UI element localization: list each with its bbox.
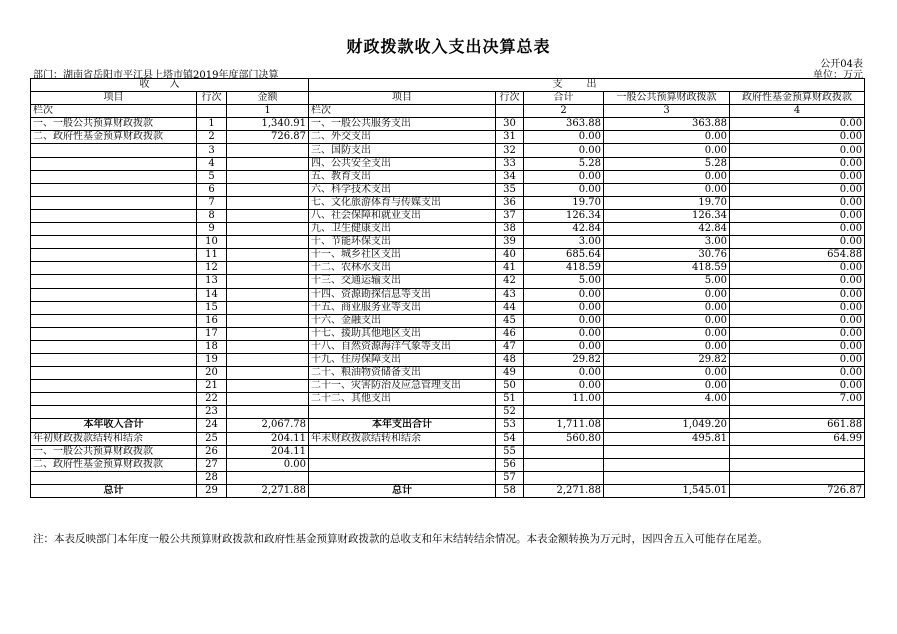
expense-total-cell: 0.00 — [524, 170, 604, 183]
table-row — [31, 223, 865, 236]
income-item-cell — [31, 170, 197, 183]
expense-item-cell: 十五、商业服务业等支出 — [309, 301, 496, 314]
income-row-no-cell: 29 — [197, 484, 227, 497]
expense-general-cell: 0.00 — [604, 340, 730, 353]
expense-item-cell: 七、文化旅游体育与传媒支出 — [309, 196, 496, 209]
income-amount-cell — [227, 183, 309, 196]
expense-item-cell: 八、社会保障和就业支出 — [309, 209, 496, 222]
expense-total-cell: 19.70 — [524, 196, 604, 209]
expense-general-cell: 418.59 — [604, 262, 730, 275]
expense-fund-cell — [730, 445, 865, 458]
table-row — [31, 406, 865, 419]
expense-general-cell: 495.81 — [604, 432, 730, 445]
expense-row-no-cell: 51 — [496, 393, 524, 406]
income-item-cell: 年初财政拨款结转和结余 — [31, 432, 197, 445]
expense-row-no-cell: 55 — [496, 445, 524, 458]
table-row — [31, 458, 865, 471]
expense-row-no-cell: 45 — [496, 314, 524, 327]
income-row-no-cell: 15 — [197, 301, 227, 314]
expense-row-no-cell: 52 — [496, 406, 524, 419]
expense-item-cell: 十四、资源勘探信息等支出 — [309, 288, 496, 301]
income-row-no-cell: 13 — [197, 275, 227, 288]
table-row — [31, 249, 865, 262]
expense-total-cell — [524, 445, 604, 458]
expense-fund-cell: 0.00 — [730, 288, 865, 301]
expense-item-cell: 总计 — [309, 484, 496, 497]
expense-general-cell: 0.00 — [604, 380, 730, 393]
expense-row-no-cell: 37 — [496, 209, 524, 222]
income-item-cell: 一、一般公共预算财政拨款 — [31, 118, 197, 131]
expense-item-cell: 本年支出合计 — [309, 419, 496, 432]
table-row — [31, 118, 865, 131]
expense-fund-cell — [730, 471, 865, 484]
expense-general-cell — [604, 445, 730, 458]
income-item-cell — [31, 144, 197, 157]
budget-summary-table — [30, 78, 865, 498]
income-section-header: 收入 — [31, 79, 309, 92]
expense-item-cell: 二十一、灾害防治及应急管理支出 — [309, 380, 496, 393]
expense-total-cell: 29.82 — [524, 353, 604, 366]
table-row — [31, 353, 865, 366]
income-item-cell — [31, 406, 197, 419]
expense-general-cell: 0.00 — [604, 301, 730, 314]
income-row-no-cell: 22 — [197, 393, 227, 406]
expense-item-cell: 一、一般公共服务支出 — [309, 118, 496, 131]
income-amount-cell — [227, 288, 309, 301]
expense-item-cell: 十九、住房保障支出 — [309, 353, 496, 366]
income-item-cell — [31, 262, 197, 275]
income-amount-cell: 726.87 — [227, 131, 309, 144]
income-item-cell — [31, 301, 197, 314]
expense-row-no-cell: 56 — [496, 458, 524, 471]
expense-total-cell: 685.64 — [524, 249, 604, 262]
income-amount-cell — [227, 236, 309, 249]
expense-item-cell: 二十、粮油物资储备支出 — [309, 367, 496, 380]
income-item-cell — [31, 183, 197, 196]
expense-row-no-cell: 34 — [496, 170, 524, 183]
income-col-label: 栏次 — [31, 105, 197, 118]
income-row-no-cell: 20 — [197, 367, 227, 380]
expense-fund-cell: 0.00 — [730, 183, 865, 196]
table-row — [31, 340, 865, 353]
fund-budget-header: 政府性基金预算财政拨款 — [730, 92, 865, 105]
income-row-no-cell: 10 — [197, 236, 227, 249]
income-item-cell — [31, 340, 197, 353]
income-row-no-cell: 2 — [197, 131, 227, 144]
expense-fund-cell — [730, 406, 865, 419]
expense-general-cell: 0.00 — [604, 183, 730, 196]
income-row-no-cell: 16 — [197, 314, 227, 327]
expense-general-cell: 126.34 — [604, 209, 730, 222]
income-item-cell — [31, 288, 197, 301]
table-row — [31, 301, 865, 314]
expense-total-cell: 0.00 — [524, 314, 604, 327]
income-amount-cell — [227, 380, 309, 393]
expense-item-cell: 十八、自然资源海洋气象等支出 — [309, 340, 496, 353]
income-item-cell: 一、一般公共预算财政拨款 — [31, 445, 197, 458]
page-title: 财政拨款收入支出决算总表 — [346, 37, 551, 56]
expense-total-cell: 0.00 — [524, 340, 604, 353]
total-header: 合计 — [524, 92, 604, 105]
expense-total-cell: 0.00 — [524, 288, 604, 301]
expense-fund-cell: 726.87 — [730, 484, 865, 497]
income-amount-cell — [227, 314, 309, 327]
expense-item-cell: 四、公共安全支出 — [309, 157, 496, 170]
table-row — [31, 367, 865, 380]
expense-row-no-cell: 38 — [496, 223, 524, 236]
table-row — [31, 393, 865, 406]
expense-total-cell: 42.84 — [524, 223, 604, 236]
income-item-header: 项目 — [31, 92, 197, 105]
expense-row-no-cell: 36 — [496, 196, 524, 209]
expense-general-cell: 1,545.01 — [604, 484, 730, 497]
income-item-cell — [31, 367, 197, 380]
income-item-cell — [31, 249, 197, 262]
expense-total-cell: 0.00 — [524, 327, 604, 340]
income-item-cell — [31, 223, 197, 236]
income-item-cell — [31, 471, 197, 484]
expense-general-cell: 42.84 — [604, 223, 730, 236]
expense-item-header: 项目 — [309, 92, 496, 105]
expense-row-no-cell: 44 — [496, 301, 524, 314]
expense-row-no-cell: 35 — [496, 183, 524, 196]
expense-row-no-cell: 41 — [496, 262, 524, 275]
expense-total-cell — [524, 406, 604, 419]
income-item-cell: 本年收入合计 — [31, 419, 197, 432]
expense-general-cell: 30.76 — [604, 249, 730, 262]
expense-row-no-cell: 43 — [496, 288, 524, 301]
income-amount-cell — [227, 301, 309, 314]
income-row-no-cell: 26 — [197, 445, 227, 458]
expense-fund-cell: 0.00 — [730, 209, 865, 222]
expense-total-cell — [524, 471, 604, 484]
grand-total-row — [31, 484, 865, 497]
income-item-cell — [31, 209, 197, 222]
expense-fund-cell: 64.99 — [730, 432, 865, 445]
expense-general-cell: 3.00 — [604, 236, 730, 249]
expense-general-cell: 5.28 — [604, 157, 730, 170]
expense-general-cell: 1,049.20 — [604, 419, 730, 432]
expense-section-header: 支出 — [309, 79, 865, 92]
total-col-index: 2 — [524, 105, 604, 118]
expense-item-cell: 十二、农林水支出 — [309, 262, 496, 275]
income-item-cell — [31, 275, 197, 288]
expense-total-cell: 560.80 — [524, 432, 604, 445]
expense-row-no-cell: 42 — [496, 275, 524, 288]
income-amount-cell — [227, 196, 309, 209]
income-row-no-cell: 14 — [197, 288, 227, 301]
income-item-cell — [31, 196, 197, 209]
expense-row-no-cell: 50 — [496, 380, 524, 393]
expense-total-cell: 5.00 — [524, 275, 604, 288]
annual-total-row — [31, 419, 865, 432]
expense-fund-cell: 0.00 — [730, 367, 865, 380]
table-row — [31, 380, 865, 393]
expense-total-cell — [524, 458, 604, 471]
income-col-empty — [197, 105, 227, 118]
income-amount-cell: 204.11 — [227, 432, 309, 445]
expense-item-cell: 十七、援助其他地区支出 — [309, 327, 496, 340]
expense-item-cell: 六、科学技术支出 — [309, 183, 496, 196]
expense-total-cell: 0.00 — [524, 131, 604, 144]
expense-row-no-cell: 47 — [496, 340, 524, 353]
expense-general-cell: 19.70 — [604, 196, 730, 209]
expense-general-cell: 0.00 — [604, 314, 730, 327]
expense-general-cell — [604, 458, 730, 471]
expense-fund-cell — [730, 458, 865, 471]
table-row — [31, 236, 865, 249]
income-item-cell — [31, 380, 197, 393]
expense-total-cell: 3.00 — [524, 236, 604, 249]
income-row-no-cell: 28 — [197, 471, 227, 484]
table-row — [31, 170, 865, 183]
general-budget-header: 一般公共预算财政拨款 — [604, 92, 730, 105]
table-row — [31, 183, 865, 196]
expense-fund-cell: 0.00 — [730, 262, 865, 275]
expense-total-cell: 0.00 — [524, 144, 604, 157]
column-index-row — [31, 105, 865, 118]
expense-general-cell — [604, 406, 730, 419]
expense-item-cell: 十一、城乡社区支出 — [309, 249, 496, 262]
income-item-cell — [31, 157, 197, 170]
expense-fund-cell: 0.00 — [730, 301, 865, 314]
table-row — [31, 314, 865, 327]
expense-item-cell: 二、外交支出 — [309, 131, 496, 144]
income-amount-cell: 204.11 — [227, 445, 309, 458]
expense-row-no-cell: 33 — [496, 157, 524, 170]
expense-item-cell: 十三、交通运输支出 — [309, 275, 496, 288]
income-row-no-cell: 11 — [197, 249, 227, 262]
expense-item-cell: 十六、金融支出 — [309, 314, 496, 327]
table-row — [31, 131, 865, 144]
expense-general-cell — [604, 471, 730, 484]
expense-total-cell: 0.00 — [524, 367, 604, 380]
expense-item-cell: 二十二、其他支出 — [309, 393, 496, 406]
expense-fund-cell: 0.00 — [730, 275, 865, 288]
expense-general-cell: 0.00 — [604, 131, 730, 144]
income-row-no-cell: 4 — [197, 157, 227, 170]
expense-total-cell: 126.34 — [524, 209, 604, 222]
expense-fund-cell: 0.00 — [730, 157, 865, 170]
income-item-cell: 总计 — [31, 484, 197, 497]
income-row-no-cell: 6 — [197, 183, 227, 196]
income-item-cell — [31, 236, 197, 249]
income-row-no-cell: 25 — [197, 432, 227, 445]
expense-general-cell: 29.82 — [604, 353, 730, 366]
income-amount-cell — [227, 406, 309, 419]
expense-item-cell — [309, 458, 496, 471]
income-amount-cell: 0.00 — [227, 458, 309, 471]
expense-fund-cell: 0.00 — [730, 131, 865, 144]
income-amount-cell — [227, 157, 309, 170]
income-amount-header: 金额 — [227, 92, 309, 105]
form-number: 公开04表 — [820, 59, 863, 70]
income-row-no-cell: 24 — [197, 419, 227, 432]
expense-general-cell: 0.00 — [604, 367, 730, 380]
income-amount-cell — [227, 393, 309, 406]
income-amount-cell — [227, 327, 309, 340]
income-amount-cell — [227, 223, 309, 236]
table-row — [31, 275, 865, 288]
table-row — [31, 445, 865, 458]
expense-general-cell: 0.00 — [604, 144, 730, 157]
income-amount-cell — [227, 170, 309, 183]
expense-item-cell: 五、教育支出 — [309, 170, 496, 183]
footnote: 注：本表反映部门本年度一般公共预算财政拨款和政府性基金预算财政拨款的总收支和年末结转结余情况。本表金额转换为万元时，因四舍五入可能存在尾差。 — [33, 533, 768, 545]
expense-row-no-cell: 40 — [496, 249, 524, 262]
expense-fund-cell: 661.88 — [730, 419, 865, 432]
fund-col-index: 4 — [730, 105, 865, 118]
general-col-index: 3 — [604, 105, 730, 118]
expense-general-cell: 0.00 — [604, 170, 730, 183]
expense-fund-cell: 0.00 — [730, 170, 865, 183]
expense-row-no-header: 行次 — [496, 92, 524, 105]
table-row — [31, 144, 865, 157]
table-row — [31, 262, 865, 275]
income-row-no-header: 行次 — [197, 92, 227, 105]
income-row-no-cell: 5 — [197, 170, 227, 183]
expense-fund-cell: 0.00 — [730, 223, 865, 236]
income-item-cell: 二、政府性基金预算财政拨款 — [31, 131, 197, 144]
income-amount-cell — [227, 275, 309, 288]
section-header-row — [31, 79, 865, 92]
expense-item-cell — [309, 471, 496, 484]
expense-total-cell: 1,711.08 — [524, 419, 604, 432]
expense-total-cell: 0.00 — [524, 301, 604, 314]
expense-item-cell — [309, 406, 496, 419]
amount-col-index: 1 — [227, 105, 309, 118]
expense-fund-cell: 0.00 — [730, 380, 865, 393]
expense-row-no-cell: 58 — [496, 484, 524, 497]
income-row-no-cell: 18 — [197, 340, 227, 353]
table-row — [31, 432, 865, 445]
expense-total-cell: 0.00 — [524, 380, 604, 393]
expense-item-cell: 年末财政拨款结转和结余 — [309, 432, 496, 445]
expense-fund-cell: 654.88 — [730, 249, 865, 262]
expense-general-cell: 0.00 — [604, 327, 730, 340]
expense-row-no-cell: 31 — [496, 131, 524, 144]
expense-total-cell: 11.00 — [524, 393, 604, 406]
unit-label: 单位：万元 — [813, 70, 863, 81]
column-header-row — [31, 92, 865, 105]
expense-item-cell: 九、卫生健康支出 — [309, 223, 496, 236]
income-row-no-cell: 3 — [197, 144, 227, 157]
income-amount-cell — [227, 262, 309, 275]
expense-general-cell: 4.00 — [604, 393, 730, 406]
expense-item-cell: 十、节能环保支出 — [309, 236, 496, 249]
income-amount-cell — [227, 144, 309, 157]
income-row-no-cell: 12 — [197, 262, 227, 275]
expense-row-no-cell: 32 — [496, 144, 524, 157]
expense-total-cell: 5.28 — [524, 157, 604, 170]
income-item-cell — [31, 393, 197, 406]
expense-fund-cell: 0.00 — [730, 196, 865, 209]
income-row-no-cell: 27 — [197, 458, 227, 471]
expense-row-no-cell: 54 — [496, 432, 524, 445]
expense-row-no-cell: 53 — [496, 419, 524, 432]
income-item-cell — [31, 314, 197, 327]
income-amount-cell — [227, 249, 309, 262]
expense-total-cell: 0.00 — [524, 183, 604, 196]
income-amount-cell: 1,340.91 — [227, 118, 309, 131]
expense-total-cell: 363.88 — [524, 118, 604, 131]
expense-fund-cell: 0.00 — [730, 314, 865, 327]
expense-row-no-cell: 57 — [496, 471, 524, 484]
table-row — [31, 471, 865, 484]
income-amount-cell — [227, 471, 309, 484]
expense-total-cell: 418.59 — [524, 262, 604, 275]
expense-row-no-cell: 48 — [496, 353, 524, 366]
income-row-no-cell: 7 — [197, 196, 227, 209]
income-item-cell — [31, 327, 197, 340]
income-row-no-cell: 17 — [197, 327, 227, 340]
income-row-no-cell: 9 — [197, 223, 227, 236]
expense-fund-cell: 0.00 — [730, 144, 865, 157]
expense-general-cell: 5.00 — [604, 275, 730, 288]
expense-row-no-cell: 39 — [496, 236, 524, 249]
expense-general-cell: 363.88 — [604, 118, 730, 131]
income-row-no-cell: 23 — [197, 406, 227, 419]
income-amount-cell — [227, 367, 309, 380]
table-row — [31, 288, 865, 301]
expense-col-empty — [496, 105, 524, 118]
expense-fund-cell: 0.00 — [730, 327, 865, 340]
income-amount-cell: 2,067.78 — [227, 419, 309, 432]
income-amount-cell — [227, 353, 309, 366]
table-row — [31, 327, 865, 340]
income-row-no-cell: 21 — [197, 380, 227, 393]
table-row — [31, 196, 865, 209]
table-row — [31, 209, 865, 222]
income-row-no-cell: 19 — [197, 353, 227, 366]
expense-item-cell: 三、国防支出 — [309, 144, 496, 157]
expense-fund-cell: 0.00 — [730, 340, 865, 353]
income-amount-cell — [227, 340, 309, 353]
income-row-no-cell: 1 — [197, 118, 227, 131]
table-row — [31, 157, 865, 170]
expense-row-no-cell: 49 — [496, 367, 524, 380]
income-item-cell — [31, 353, 197, 366]
income-item-cell: 二、政府性基金预算财政拨款 — [31, 458, 197, 471]
expense-item-cell — [309, 445, 496, 458]
expense-fund-cell: 7.00 — [730, 393, 865, 406]
expense-general-cell: 0.00 — [604, 288, 730, 301]
expense-fund-cell: 0.00 — [730, 353, 865, 366]
income-amount-cell — [227, 209, 309, 222]
income-row-no-cell: 8 — [197, 209, 227, 222]
expense-total-cell: 2,271.88 — [524, 484, 604, 497]
expense-fund-cell: 0.00 — [730, 118, 865, 131]
expense-row-no-cell: 30 — [496, 118, 524, 131]
expense-col-label: 栏次 — [309, 105, 496, 118]
expense-row-no-cell: 46 — [496, 327, 524, 340]
income-amount-cell: 2,271.88 — [227, 484, 309, 497]
expense-fund-cell: 0.00 — [730, 236, 865, 249]
department-label: 部门：湖南省岳阳市平江县上塔市镇2019年度部门决算 — [33, 70, 279, 81]
